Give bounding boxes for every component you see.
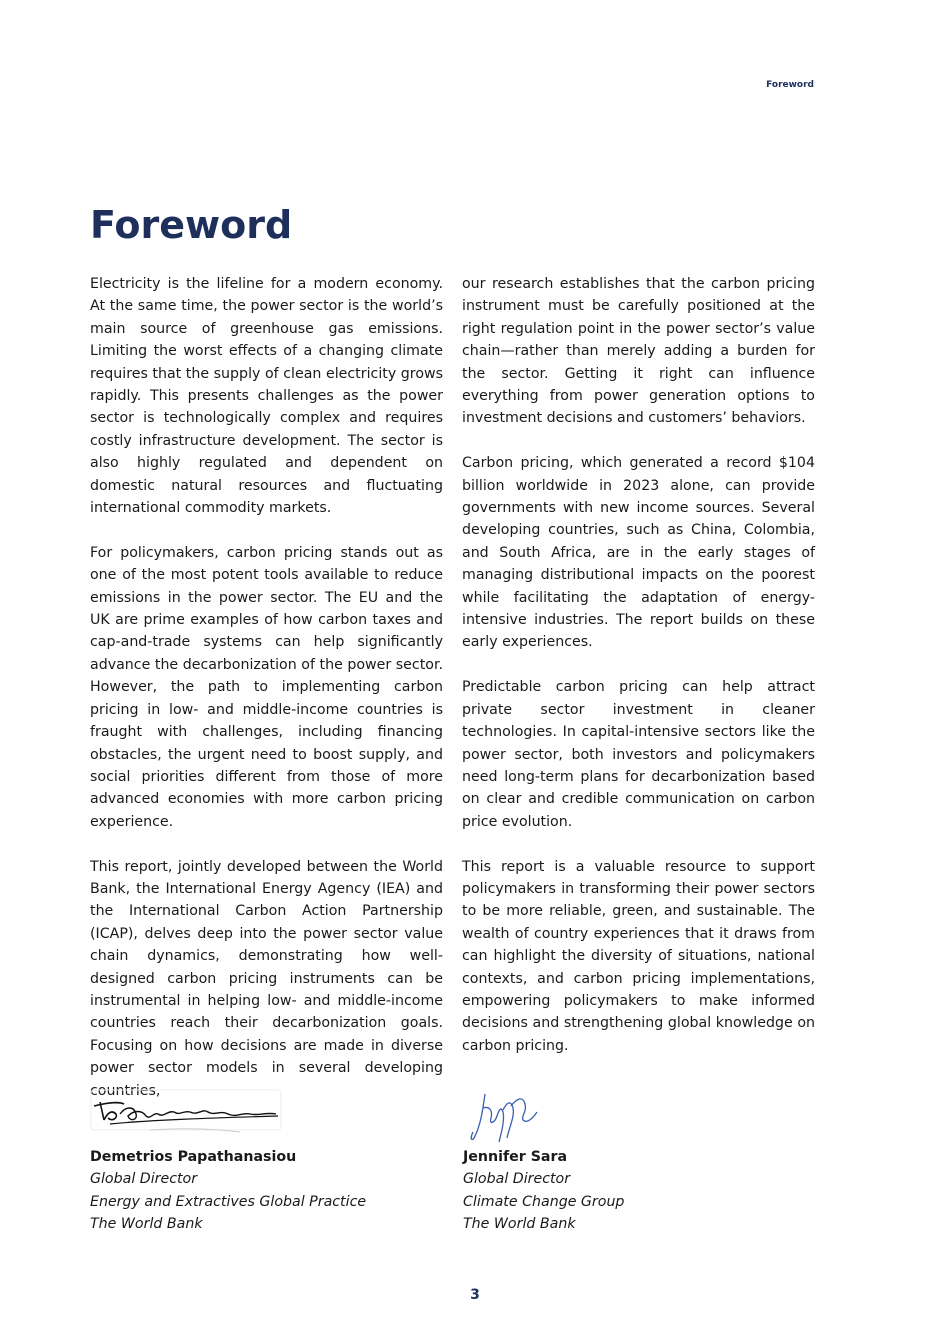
page-title: Foreword	[90, 203, 293, 247]
running-header: Foreword	[766, 80, 814, 90]
signatory-title: Global Director	[90, 1171, 198, 1188]
signatory-unit: Energy and Extractives Global Practice	[90, 1193, 367, 1210]
paragraph: This report, jointly developed between the World Bank, the International Energy Agency (IEA) and the International Carbon Action Partnership (ICAP), delves deep into the power sector value chain dynamics, demonstrating how well-designed carbon pricing instruments can be instrumental in helping low- and middle-income countries reach their decarbonization goals. Focusing on how decisions are made in diverse power sector models in several developing countries,	[90, 858, 443, 1099]
paragraph: Electricity is the lifeline for a modern economy. At the same time, the power sector is the world’s main source of greenhouse gas emissions. Limiting the worst effects of a changing climate requires that the supply of clean electricity grows rapidly. This presents challenges as the power sector is technologically complex and requires costly infrastructure development. The sector is also highly regulated and dependent on domestic natural resources and fluctuating international commodity markets.	[90, 276, 443, 517]
page-number: 3	[470, 1287, 480, 1303]
signature-block-papathanasiou	[90, 1088, 420, 1236]
signatory-name: Demetrios Papathanasiou	[90, 1149, 297, 1165]
signatory-unit: Climate Change Group	[463, 1193, 625, 1210]
paragraph: our research establishes that the carbon pricing instrument must be carefully positioned at the right regulation point in the power sector’s value chain—rather than merely adding a burden for the sector. Getting it right can influence everything from power generation options to investment decisions and customers’ behaviors.	[462, 276, 815, 427]
signatory-name: Jennifer Sara	[463, 1149, 568, 1165]
signature-block-sara	[463, 1088, 793, 1236]
right-column	[462, 273, 815, 1102]
paragraph: For policymakers, carbon pricing stands out as one of the most potent tools available to reduce emissions in the power sector. The EU and the UK are prime examples of how carbon taxes and cap-and-trade systems can help significantly advance the decarbonization of the power sector. However, the path to implementing carbon pricing in low- and middle-income countries is fraught with challenges, including financing obstacles, the urgent need to boost supply, and social priorities different from those of more advanced economies with more carbon pricing experience.	[90, 544, 443, 830]
signature-papathanasiou-image	[90, 1088, 290, 1146]
signatory-title: Global Director	[463, 1171, 571, 1188]
paragraph: Carbon pricing, which generated a record $104 billion worldwide in 2023 alone, can provide governments with new income sources. Several developing countries, such as China, Colombia, and South Africa, are in the early stages of managing distributional impacts on the poorest while facilitating the adaptation of energy-intensive industries. The report builds on these early experiences.	[462, 455, 815, 651]
paragraph: Predictable carbon pricing can help attract private sector investment in cleaner technologies. In capital-intensive sectors like the power sector, both investors and policymakers need long-term plans for decarbonization based on clear and credible communication on carbon price evolution.	[462, 679, 815, 830]
signatory-org: The World Bank	[90, 1216, 203, 1233]
signature-sara-image	[463, 1088, 663, 1146]
paragraph: This report is a valuable resource to support policymakers in transforming their power sectors to be more reliable, green, and sustainable. The wealth of country experiences that it draws from can highlight the diversity of situations, national contexts, and carbon pricing implementations, empowering policymakers to make informed decisions and strengthening global knowledge on carbon pricing.	[462, 858, 815, 1054]
body-columns	[90, 273, 815, 1102]
left-column	[90, 273, 443, 1102]
signatory-org: The World Bank	[463, 1216, 576, 1233]
